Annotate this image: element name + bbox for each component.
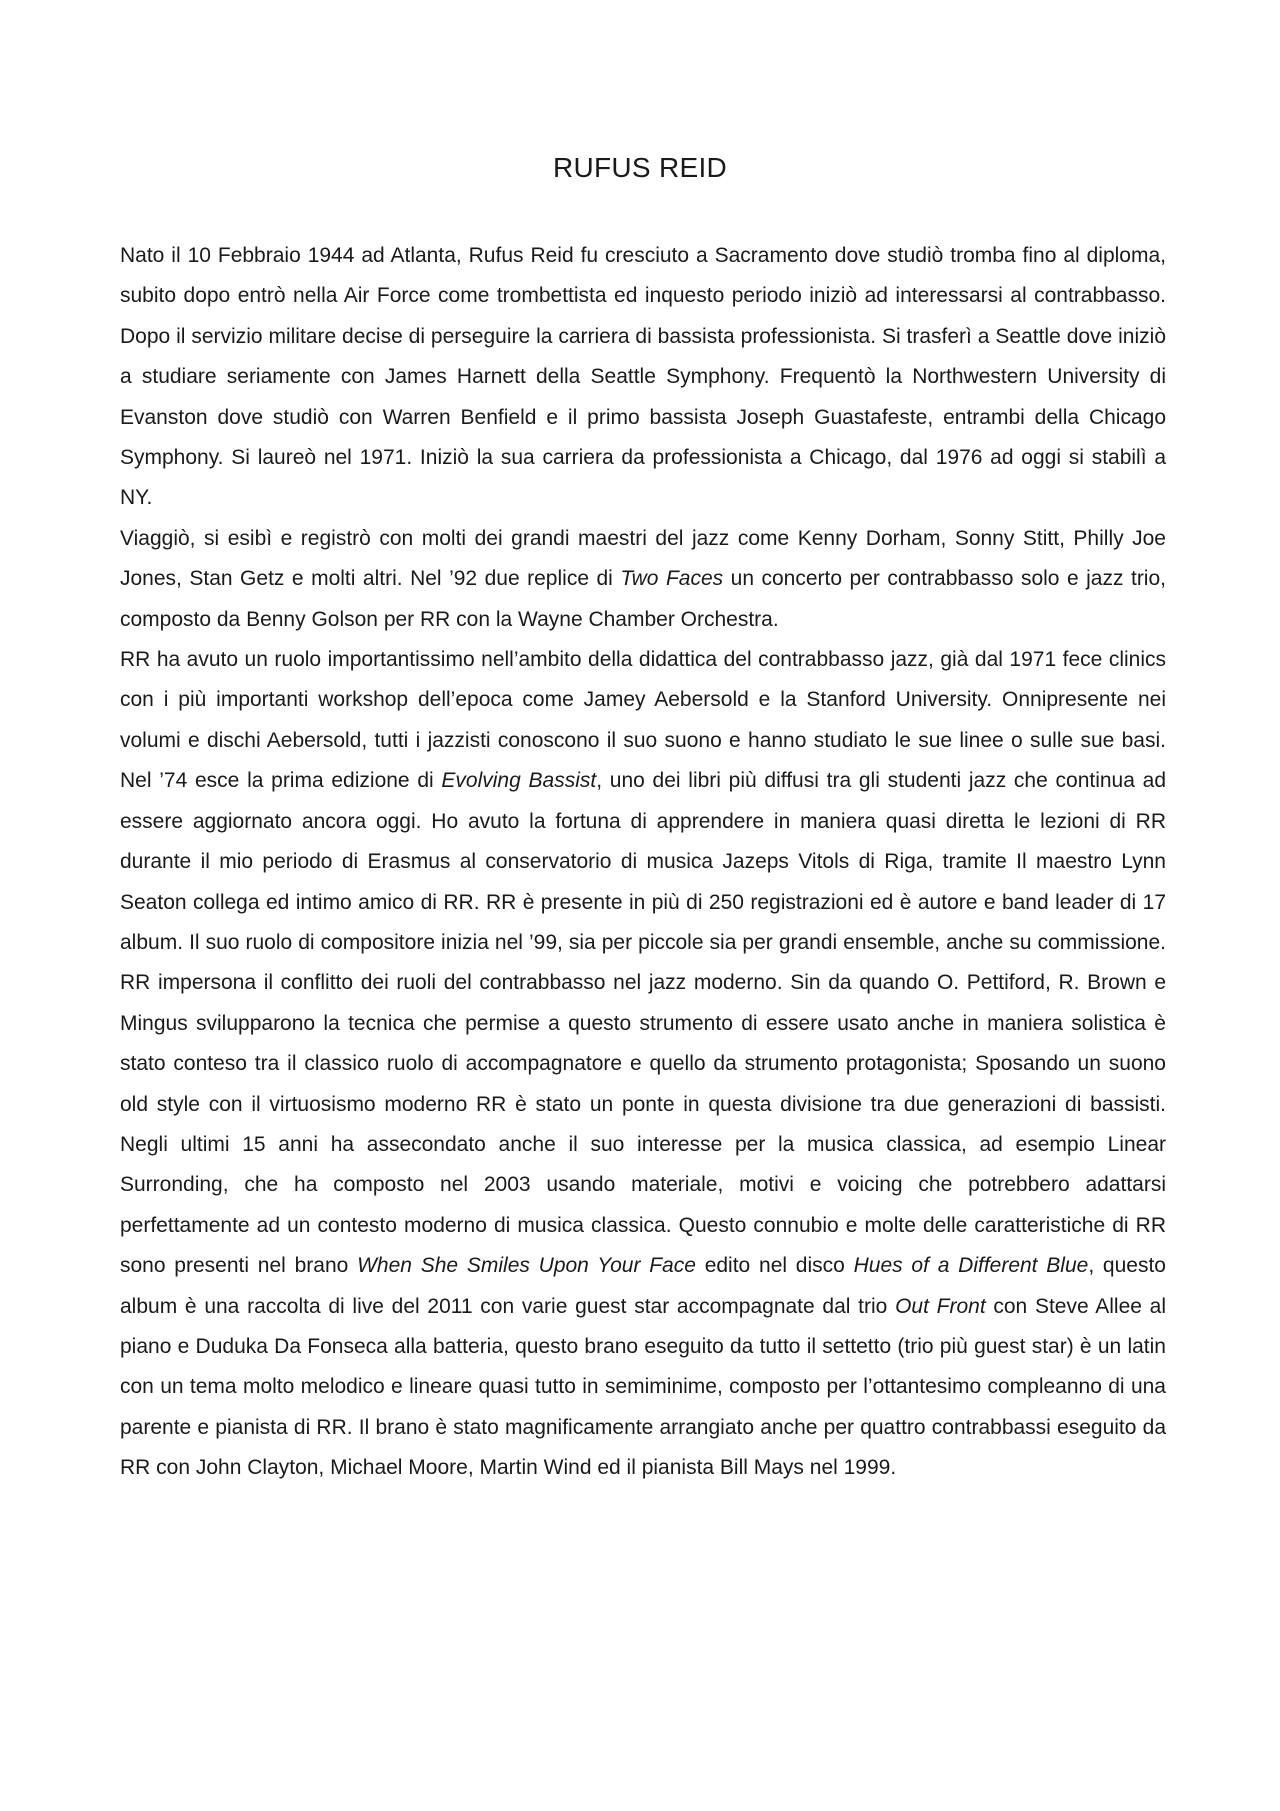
document-body [120,236,1166,1489]
italic-title: When She Smiles Upon Your Face [357,1254,696,1278]
text-run: con Steve Allee al piano e Duduka Da Fonseca alla batteria, questo brano eseguito da tutto il settetto (trio più guest star) è un latin con un tema molto melodico e lineare quasi tutto in semiminime, composto per l’ottantesimo compleanno di una parente e pianista di RR. Il brano è stato magnificamente arrangiato anche per quattro contrabbassi eseguito da RR con John Clayton, Michael Moore, Martin Wind ed il pianista Bill Mays nel 1999. [120,1294,1166,1480]
italic-title: Hues of a Different Blue [853,1254,1089,1278]
text-run: , uno dei libri più diffusi tra gli studenti jazz che continua ad essere aggiornato ancora oggi. Ho avuto la fortuna di apprendere in maniera quasi diretta le lezioni di RR durante il mio periodo di Erasmus al conservatorio di musica Jazeps Vitols di Riga, tramite Il maestro Lynn Seaton collega ed intimo amico di RR. RR è presente in più di 250 registrazioni ed è autore e band leader di 17 album. Il suo ruolo di compositore inizia nel ’99, sia per piccole sia per grandi ensemble, anche su commissione. RR impersona il conflitto dei ruoli del contrabbasso nel jazz moderno. Sin da quando O. Pettiford, R. Brown e Mingus svilupparono la tecnica che permise a questo strumento di essere usato anche in maniera solistica è stato conteso tra il classico ruolo di accompagnatore e quello da strumento protagonista; Sposando un suono old style con il virtuosismo moderno RR è stato un ponte in questa divisione tra due generazioni di bassisti. Negli ultimi 15 anni ha assecondato anche il suo interesse per la musica classica, ad esempio Linear Surronding, che ha composto nel 2003 usando materiale, motivi e voicing che potrebbero adattarsi perfettamente ad un contesto moderno di musica classica. Questo connubio e molte delle caratteristiche di RR sono presenti nel brano [120,769,1166,1278]
italic-title: Two Faces [620,567,724,591]
italic-title: Evolving Bassist [441,769,597,793]
italic-title: Out Front [895,1294,986,1318]
text-run: , questo album è una raccolta di live del 2011 con varie guest star accompagnate dal trio [120,1254,1166,1318]
paragraph-3 [120,640,1166,1489]
text-run: Viaggiò, si esibì e registrò con molti dei grandi maestri del jazz come Kenny Dorham, Sonny Stitt, Philly Joe Jones, Stan Getz e molti altri. Nel ’92 due replice di [120,526,1166,591]
paragraph-1 [120,236,1166,519]
page-title: RUFUS REID [552,152,728,183]
paragraph-2 [120,519,1166,640]
text-run: edito nel disco [695,1254,854,1278]
text-run: RR ha avuto un ruolo importantissimo nell’ambito della didattica del contrabbasso jazz, già dal 1971 fece clinics con i più importanti workshop dell’epoca come Jamey Aebersold e la Stanford University. Onnipresente nei volumi e dischi Aebersold, tutti i jazzisti conoscono il suo suono e hanno studiato le sue linee o sulle sue basi. Nel ’74 esce la prima edizione di [120,648,1166,793]
text-run: un concerto per contrabbasso solo e jazz trio, composto da Benny Golson per RR con la Wayne Chamber Orchestra. [120,567,1166,631]
text-run: Nato il 10 Febbraio 1944 ad Atlanta, Rufus Reid fu cresciuto a Sacramento dove studiò tromba fino al diploma, subito dopo entrò nella Air Force come trombettista ed inquesto periodo iniziò ad interessarsi al contrabbasso. Dopo il servizio militare decise di perseguire la carriera di bassista professionista. Si trasferì a Seattle dove iniziò a studiare seriamente con James Harnett della Seattle Symphony. Frequentò la Northwestern University di Evanston dove studiò con Warren Benfield e il primo bassista Joseph Guastafeste, entrambi della Chicago Symphony. Si laureò nel 1971. Iniziò la sua carriera da professionista a Chicago, dal 1976 ad oggi si stabilì a NY. [120,244,1166,510]
